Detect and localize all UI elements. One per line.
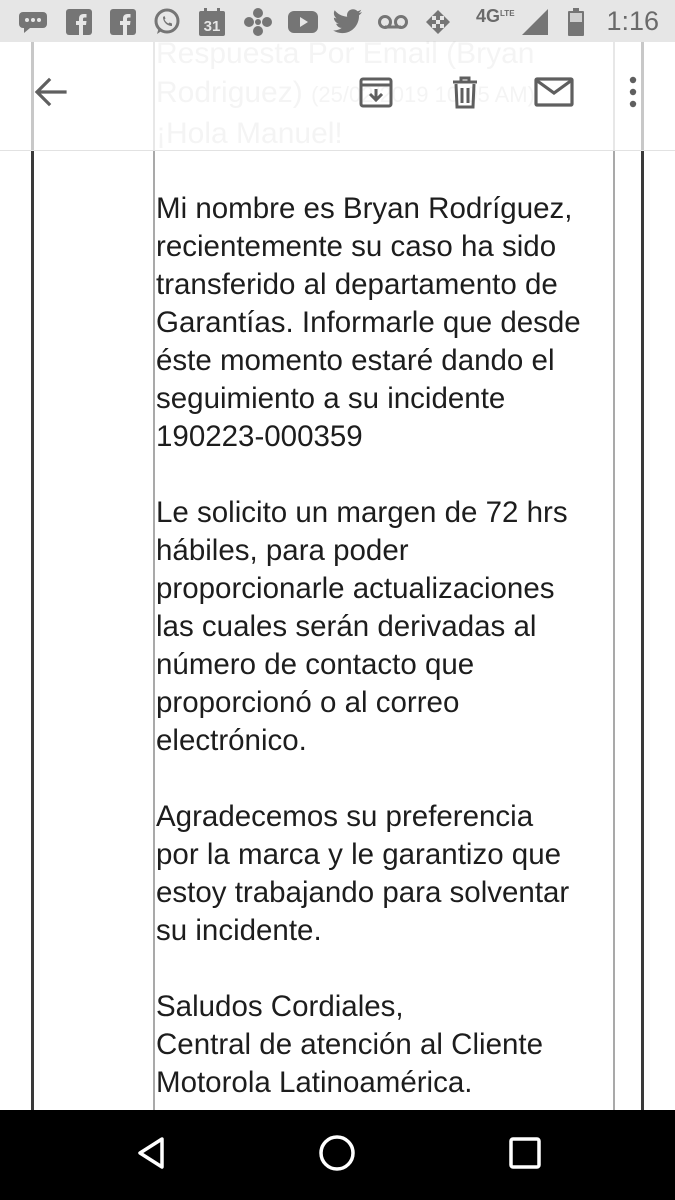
facebook-icon (64, 8, 94, 36)
home-circle-icon (318, 1134, 356, 1177)
network-sub-label: LTE (500, 9, 515, 18)
whatsapp-icon (152, 8, 182, 36)
signal-icon (518, 8, 552, 36)
email-frame-right-border (641, 42, 644, 1110)
delete-button[interactable] (437, 66, 493, 122)
clock: 1:16 (606, 6, 659, 36)
twitter-icon (333, 8, 363, 36)
nav-recents-button[interactable] (500, 1130, 550, 1180)
action-bar (0, 42, 675, 151)
facebook-icon (108, 8, 138, 36)
content-column-left-border (153, 42, 155, 1110)
back-arrow-icon (33, 77, 67, 112)
email-frame-left-border (31, 42, 34, 1110)
pinwheel-icon (243, 8, 273, 36)
mail-icon (534, 77, 574, 112)
nav-back-button[interactable] (126, 1130, 176, 1180)
back-triangle-icon (136, 1136, 166, 1175)
recents-square-icon (509, 1137, 541, 1174)
sync-icon (423, 8, 453, 36)
more-vert-icon (628, 76, 638, 113)
mark-unread-button[interactable] (526, 66, 582, 122)
archive-icon (358, 74, 394, 115)
network-label: 4G (476, 6, 501, 26)
archive-button[interactable] (348, 66, 404, 122)
email-paragraph-request: Le solicito un margen de 72 hrs hábiles, para poder proporcionarle actualizaciones las cuales serán derivadas al número de contacto que proporcionó o al correo electrónico. (156, 496, 568, 757)
back-button[interactable] (22, 66, 78, 122)
message-icon (18, 8, 48, 36)
voicemail-icon (378, 8, 408, 36)
youtube-icon (288, 8, 318, 36)
email-body (156, 190, 626, 1102)
battery-icon (566, 8, 586, 36)
calendar-icon (197, 8, 227, 36)
delete-icon (449, 74, 481, 115)
network-type (476, 6, 515, 27)
navigation-bar (0, 1110, 675, 1200)
email-paragraph-intro: Mi nombre es Bryan Rodríguez, recientemente su caso ha sido transferido al departamento de Garantías. Informarle que desde éste momento estaré dando el seguimiento a su incidente 190223-000359 (156, 192, 581, 453)
nav-home-button[interactable] (312, 1130, 362, 1180)
email-paragraph-signature: Saludos Cordiales, Central de atención al Cliente Motorola Latinoamérica. (156, 990, 544, 1099)
more-options-button[interactable] (605, 66, 661, 122)
email-paragraph-thanks: Agradecemos su preferencia por la marca y le garantizo que estoy trabajando para solventar su incidente. (156, 800, 570, 947)
calendar-day: 31 (203, 18, 221, 35)
